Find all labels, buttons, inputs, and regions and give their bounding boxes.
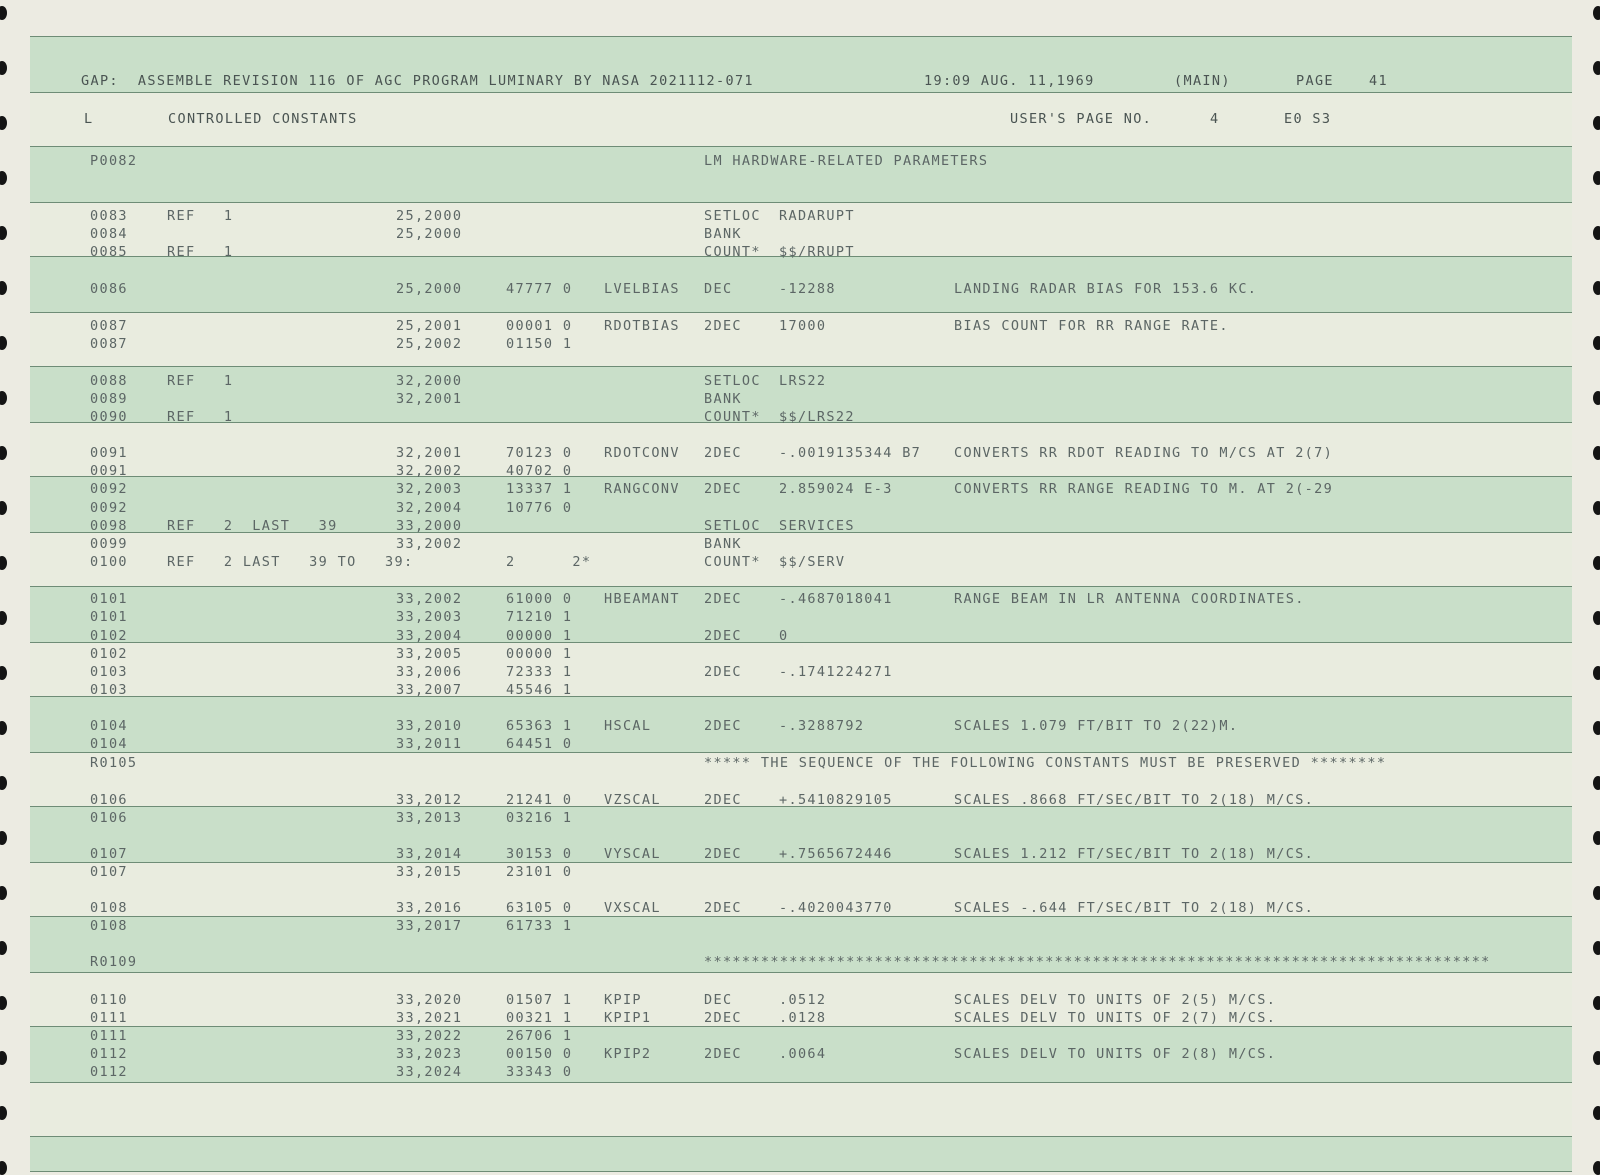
feed-hole	[1593, 1161, 1600, 1175]
octal-field: 64451 0	[506, 736, 573, 752]
feed-hole	[1593, 6, 1600, 20]
octal-field: 71210 1	[506, 609, 573, 625]
line-number: 0087	[90, 336, 128, 352]
address-field: 32,2002	[396, 463, 463, 479]
operand-field: -12288	[779, 281, 836, 297]
operand-field: SERVICES	[779, 518, 855, 534]
header-datetime: 19:09 AUG. 11,1969	[924, 73, 1095, 89]
operand-field: -.0019135344 B7	[779, 445, 922, 461]
operand-field: $$/SERV	[779, 554, 846, 570]
printout-sheet	[30, 36, 1572, 1170]
feed-hole	[0, 171, 7, 185]
line-number: 0091	[90, 445, 128, 461]
operand-field: +.7565672446	[779, 846, 893, 862]
feed-hole	[0, 941, 7, 955]
opcode-field: COUNT*	[704, 409, 761, 425]
opcode-field: COUNT*	[704, 554, 761, 570]
line-number: 0092	[90, 500, 128, 516]
header-code: E0 S3	[1284, 111, 1332, 127]
comment-field: SCALES DELV TO UNITS OF 2(8) M/CS.	[954, 1046, 1277, 1062]
label-field: RANGCONV	[604, 481, 680, 497]
address-field: 33,2015	[396, 864, 463, 880]
feed-hole	[0, 391, 7, 405]
operand-field: RADARUPT	[779, 208, 855, 224]
address-field: 33,2023	[396, 1046, 463, 1062]
octal-field: 03216 1	[506, 810, 573, 826]
address-field: 33,2013	[396, 810, 463, 826]
feed-hole	[0, 1106, 7, 1120]
octal-field: 40702 0	[506, 463, 573, 479]
line-number: 0103	[90, 664, 128, 680]
ref-field: REF 1	[167, 244, 234, 260]
feed-hole	[1593, 776, 1600, 790]
line-number: 0101	[90, 609, 128, 625]
label-field: VZSCAL	[604, 792, 661, 808]
address-field: 32,2003	[396, 481, 463, 497]
opcode-field: 2DEC	[704, 664, 742, 680]
line-number: P0082	[90, 153, 138, 169]
line-number: 0086	[90, 281, 128, 297]
address-field: 33,2006	[396, 664, 463, 680]
label-field: HBEAMANT	[604, 591, 680, 607]
line-number: 0101	[90, 591, 128, 607]
comment-field: SCALES 1.212 FT/SEC/BIT TO 2(18) M/CS.	[954, 846, 1315, 862]
octal-field: 61733 1	[506, 918, 573, 934]
feed-hole	[1593, 61, 1600, 75]
ref-field: REF 1	[167, 208, 234, 224]
octal-field: 21241 0	[506, 792, 573, 808]
opcode-field: SETLOC	[704, 373, 761, 389]
line-number: 0112	[90, 1064, 128, 1080]
feed-hole	[0, 1161, 7, 1175]
opcode-field: DEC	[704, 992, 733, 1008]
ref-field: REF 1	[167, 373, 234, 389]
line-number: 0104	[90, 718, 128, 734]
address-field: 33,2007	[396, 682, 463, 698]
ref-field: REF 2 LAST 39 TO 39:	[167, 554, 414, 570]
section-title: CONTROLLED CONSTANTS	[168, 111, 358, 127]
opcode-field: SETLOC	[704, 518, 761, 534]
feed-hole	[1593, 336, 1600, 350]
feed-hole	[0, 501, 7, 515]
address-field: 32,2000	[396, 373, 463, 389]
comment-field: SCALES .8668 FT/SEC/BIT TO 2(18) M/CS.	[954, 792, 1315, 808]
feed-hole	[0, 721, 7, 735]
operand-field: 17000	[779, 318, 827, 334]
address-field: 32,2004	[396, 500, 463, 516]
feed-hole	[1593, 666, 1600, 680]
label-field: LVELBIAS	[604, 281, 680, 297]
left-tractor-feed	[0, 0, 14, 1170]
feed-hole	[0, 996, 7, 1010]
address-field: 33,2016	[396, 900, 463, 916]
address-field: 25,2002	[396, 336, 463, 352]
line-number: 0108	[90, 918, 128, 934]
address-field: 33,2004	[396, 628, 463, 644]
opcode-field: BANK	[704, 536, 742, 552]
opcode-field: 2DEC	[704, 900, 742, 916]
address-field: 33,2021	[396, 1010, 463, 1026]
comment-field: RANGE BEAM IN LR ANTENNA COORDINATES.	[954, 591, 1305, 607]
line-number: 0084	[90, 226, 128, 242]
feed-hole	[1593, 721, 1600, 735]
ref-field: REF 2 LAST 39	[167, 518, 338, 534]
line-number: 0100	[90, 554, 128, 570]
type-code: L	[84, 111, 94, 127]
octal-field: 33343 0	[506, 1064, 573, 1080]
address-field: 33,2010	[396, 718, 463, 734]
octal-field: 72333 1	[506, 664, 573, 680]
label-field: VYSCAL	[604, 846, 661, 862]
line-number: 0110	[90, 992, 128, 1008]
feed-hole	[0, 666, 7, 680]
octal-field: 00321 1	[506, 1010, 573, 1026]
octal-field: 01150 1	[506, 336, 573, 352]
comment-field: SCALES DELV TO UNITS OF 2(5) M/CS.	[954, 992, 1277, 1008]
address-field: 33,2017	[396, 918, 463, 934]
feed-hole	[1593, 831, 1600, 845]
header-segment: (MAIN)	[1174, 73, 1231, 89]
header-title: GAP: ASSEMBLE REVISION 116 OF AGC PROGRAM LUMINARY BY NASA 2021112-071	[81, 73, 754, 89]
octal-field: 65363 1	[506, 718, 573, 734]
operand-field: -.4687018041	[779, 591, 893, 607]
line-number: 0099	[90, 536, 128, 552]
line-number: 0107	[90, 864, 128, 880]
octal-field: 10776 0	[506, 500, 573, 516]
address-field: 33,2003	[396, 609, 463, 625]
address-field: 25,2000	[396, 208, 463, 224]
address-field: 33,2002	[396, 591, 463, 607]
ref-field: REF 1	[167, 409, 234, 425]
line-number: 0092	[90, 481, 128, 497]
feed-hole	[0, 1051, 7, 1065]
octal-field: 00001 0	[506, 318, 573, 334]
opcode-field: DEC	[704, 281, 733, 297]
line-number: R0109	[90, 954, 138, 970]
octal-field: 30153 0	[506, 846, 573, 862]
address-field: 32,2001	[396, 445, 463, 461]
feed-hole	[0, 611, 7, 625]
opcode-field: 2DEC	[704, 1046, 742, 1062]
line-number: R0105	[90, 755, 138, 771]
operand-field: 0	[779, 628, 789, 644]
feed-hole	[0, 556, 7, 570]
octal-field: 00000 1	[506, 628, 573, 644]
opcode-field: LM HARDWARE-RELATED PARAMETERS	[704, 153, 989, 169]
line-number: 0102	[90, 628, 128, 644]
address-field: 33,2022	[396, 1028, 463, 1044]
opcode-field: SETLOC	[704, 208, 761, 224]
address-field: 33,2012	[396, 792, 463, 808]
feed-hole	[0, 776, 7, 790]
opcode-field: ***** THE SEQUENCE OF THE FOLLOWING CONSTANTS MUST BE PRESERVED ********	[704, 755, 1387, 771]
address-field: 33,2020	[396, 992, 463, 1008]
feed-hole	[1593, 1051, 1600, 1065]
label-field: HSCAL	[604, 718, 652, 734]
line-number: 0111	[90, 1028, 128, 1044]
address-field: 33,2014	[396, 846, 463, 862]
feed-hole	[0, 336, 7, 350]
octal-field: 13337 1	[506, 481, 573, 497]
address-field: 33,2000	[396, 518, 463, 534]
line-number: 0083	[90, 208, 128, 224]
right-tractor-feed	[1586, 0, 1600, 1170]
operand-field: .0512	[779, 992, 827, 1008]
line-number: 0108	[90, 900, 128, 916]
header-page-number: 41	[1369, 73, 1388, 89]
label-field: KPIP1	[604, 1010, 652, 1026]
address-field: 32,2001	[396, 391, 463, 407]
octal-field: 2 2*	[506, 554, 592, 570]
operand-field: -.3288792	[779, 718, 865, 734]
operand-field: $$/RRUPT	[779, 244, 855, 260]
feed-hole	[0, 281, 7, 295]
address-field: 33,2011	[396, 736, 463, 752]
feed-hole	[0, 6, 7, 20]
address-field: 25,2000	[396, 281, 463, 297]
feed-hole	[0, 226, 7, 240]
octal-field: 00150 0	[506, 1046, 573, 1062]
opcode-field: 2DEC	[704, 318, 742, 334]
comment-field: LANDING RADAR BIAS FOR 153.6 KC.	[954, 281, 1258, 297]
feed-hole	[1593, 501, 1600, 515]
octal-field: 26706 1	[506, 1028, 573, 1044]
address-field: 33,2005	[396, 646, 463, 662]
feed-hole	[1593, 556, 1600, 570]
comment-field: SCALES 1.079 FT/BIT TO 2(22)M.	[954, 718, 1239, 734]
line-number: 0087	[90, 318, 128, 334]
comment-field: BIAS COUNT FOR RR RANGE RATE.	[954, 318, 1229, 334]
octal-field: 47777 0	[506, 281, 573, 297]
operand-field: -.1741224271	[779, 664, 893, 680]
line-number: 0103	[90, 682, 128, 698]
comment-field: CONVERTS RR RANGE READING TO M. AT 2(-29	[954, 481, 1334, 497]
feed-hole	[1593, 886, 1600, 900]
opcode-field: 2DEC	[704, 591, 742, 607]
line-number: 0111	[90, 1010, 128, 1026]
operand-field: +.5410829105	[779, 792, 893, 808]
feed-hole	[1593, 446, 1600, 460]
label-field: RDOTBIAS	[604, 318, 680, 334]
address-field: 25,2000	[396, 226, 463, 242]
address-field: 33,2024	[396, 1064, 463, 1080]
feed-hole	[1593, 1106, 1600, 1120]
feed-hole	[1593, 391, 1600, 405]
line-number: 0104	[90, 736, 128, 752]
opcode-field: BANK	[704, 391, 742, 407]
opcode-field: 2DEC	[704, 1010, 742, 1026]
octal-field: 00000 1	[506, 646, 573, 662]
comment-field: SCALES -.644 FT/SEC/BIT TO 2(18) M/CS.	[954, 900, 1315, 916]
feed-hole	[1593, 941, 1600, 955]
users-page-label: USER'S PAGE NO.	[1010, 111, 1153, 127]
feed-hole	[1593, 611, 1600, 625]
opcode-field: 2DEC	[704, 792, 742, 808]
operand-field: .0064	[779, 1046, 827, 1062]
feed-hole	[0, 886, 7, 900]
line-number: 0107	[90, 846, 128, 862]
feed-hole	[0, 61, 7, 75]
green-band	[30, 1136, 1572, 1172]
opcode-field: 2DEC	[704, 445, 742, 461]
feed-hole	[0, 446, 7, 460]
opcode-field: 2DEC	[704, 481, 742, 497]
label-field: KPIP2	[604, 1046, 652, 1062]
line-number: 0106	[90, 792, 128, 808]
operand-field: LRS22	[779, 373, 827, 389]
octal-field: 61000 0	[506, 591, 573, 607]
feed-hole	[0, 116, 7, 130]
header-page-label: PAGE	[1296, 73, 1334, 89]
octal-field: 70123 0	[506, 445, 573, 461]
line-number: 0102	[90, 646, 128, 662]
opcode-field: 2DEC	[704, 718, 742, 734]
octal-field: 45546 1	[506, 682, 573, 698]
line-number: 0088	[90, 373, 128, 389]
feed-hole	[1593, 116, 1600, 130]
label-field: KPIP	[604, 992, 642, 1008]
line-number: 0085	[90, 244, 128, 260]
feed-hole	[0, 831, 7, 845]
operand-field: 2.859024 E-3	[779, 481, 893, 497]
line-number: 0089	[90, 391, 128, 407]
opcode-field: 2DEC	[704, 628, 742, 644]
line-number: 0112	[90, 1046, 128, 1062]
octal-field: 63105 0	[506, 900, 573, 916]
operand-field: .0128	[779, 1010, 827, 1026]
line-number: 0106	[90, 810, 128, 826]
octal-field: 23101 0	[506, 864, 573, 880]
feed-hole	[1593, 996, 1600, 1010]
address-field: 25,2001	[396, 318, 463, 334]
comment-field: CONVERTS RR RDOT READING TO M/CS AT 2(7)	[954, 445, 1334, 461]
opcode-field: ***********************************************************************************	[704, 954, 1491, 970]
opcode-field: BANK	[704, 226, 742, 242]
operand-field: $$/LRS22	[779, 409, 855, 425]
label-field: RDOTCONV	[604, 445, 680, 461]
octal-field: 01507 1	[506, 992, 573, 1008]
operand-field: -.4020043770	[779, 900, 893, 916]
address-field: 33,2002	[396, 536, 463, 552]
opcode-field: COUNT*	[704, 244, 761, 260]
opcode-field: 2DEC	[704, 846, 742, 862]
line-number: 0091	[90, 463, 128, 479]
feed-hole	[1593, 226, 1600, 240]
feed-hole	[1593, 281, 1600, 295]
feed-hole	[1593, 171, 1600, 185]
users-page-number: 4	[1210, 111, 1220, 127]
line-number: 0090	[90, 409, 128, 425]
comment-field: SCALES DELV TO UNITS OF 2(7) M/CS.	[954, 1010, 1277, 1026]
line-number: 0098	[90, 518, 128, 534]
label-field: VXSCAL	[604, 900, 661, 916]
